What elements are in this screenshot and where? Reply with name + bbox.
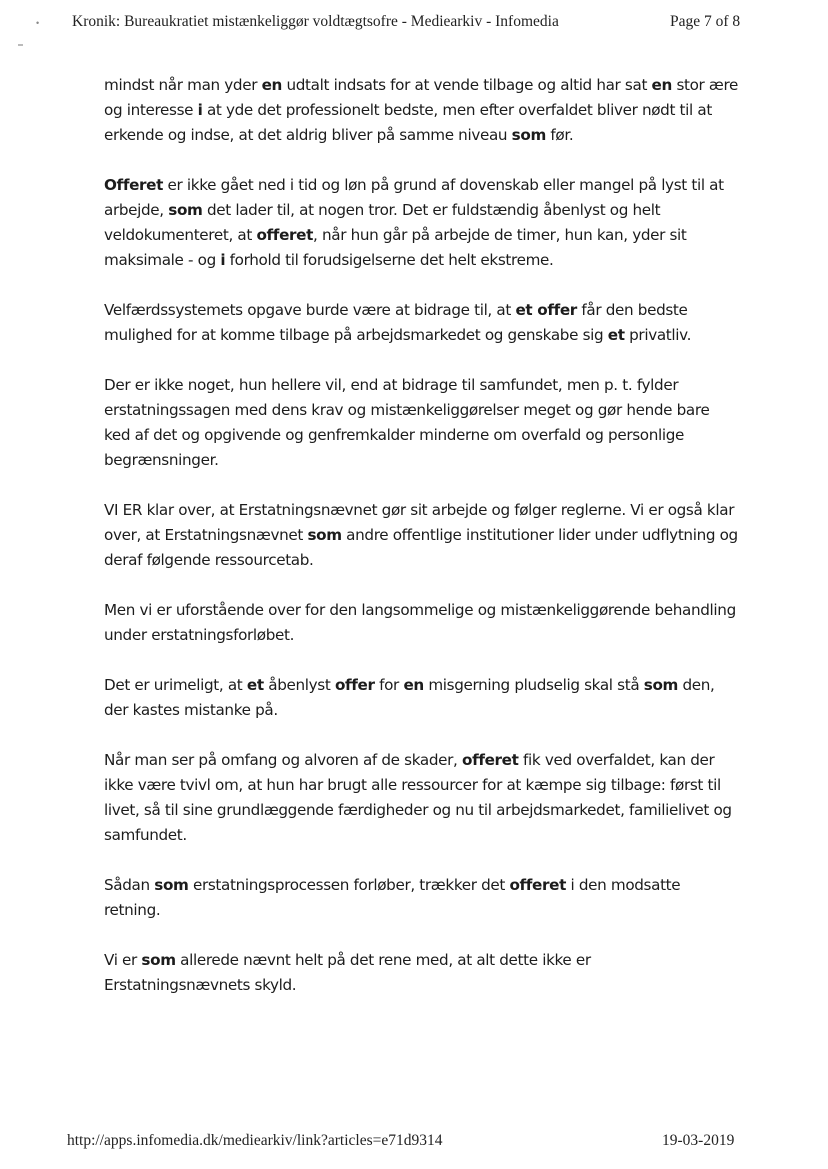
bold-keyword: som	[168, 201, 203, 219]
text-segment: er ikke gået ned i tid og løn på grund af dovenskab eller mangel på lyst til at arbejde,	[104, 176, 724, 219]
text-segment: erstatningsprocessen forløber, trækker det	[188, 876, 510, 894]
text-segment: privatliv.	[624, 326, 692, 344]
text-segment: Der er ikke noget, hun hellere vil, end at bidrage til samfundet, men p. t. fylder erstatningssagen med dens krav og mistænkeliggørelser meget og gør hende bare ked af det og opgivende og genfremkalder minderne om overfald og personlige begrænsninger.	[104, 376, 710, 469]
paragraph	[104, 373, 740, 473]
bold-keyword: i	[220, 251, 226, 269]
document-title: Kronik: Bureaukratiet mistænkeliggør voldtægtsofre - Mediearkiv - Infomedia	[72, 13, 559, 30]
text-segment: Men vi er uforstående over for den langsommelige og mistænkeliggørende behandling under erstatningsforløbet.	[104, 601, 736, 644]
bold-keyword: offeret	[509, 876, 567, 894]
bold-keyword: som	[511, 126, 546, 144]
bold-keyword: offeret	[461, 751, 519, 769]
source-url: http://apps.infomedia.dk/mediearkiv/link?articles=e71d9314	[67, 1132, 443, 1149]
text-segment: , når hun går på arbejde de timer, hun kan, yder sit maksimale - og	[104, 226, 687, 269]
text-segment: allerede nævnt helt på det rene med, at alt dette ikke er Erstatningsnævnets skyld.	[104, 951, 591, 994]
text-segment: andre offentlige institutioner lider under udflytning og deraf følgende ressourcetab.	[104, 526, 738, 569]
paragraph	[104, 673, 740, 723]
bullet-mark: •	[36, 18, 40, 28]
paragraph	[104, 948, 740, 998]
bold-keyword: offeret	[256, 226, 314, 244]
text-segment: stor ære og interesse	[104, 76, 739, 119]
bold-keyword: en	[261, 76, 283, 94]
text-segment: Sådan	[104, 876, 155, 894]
text-segment: for	[374, 676, 404, 694]
text-segment: at yde det professionelt bedste, men efter overfaldet bliver nødt til at erkende og indse, at det aldrig bliver på samme niveau	[104, 101, 712, 144]
bold-keyword: som	[154, 876, 189, 894]
bold-keyword: et	[246, 676, 264, 694]
text-segment: det lader til, at nogen tror. Det er fuldstændig åbenlyst og helt veldokumenteret, at	[104, 201, 661, 244]
text-segment: den, der kastes mistanke på.	[104, 676, 715, 719]
text-segment: forhold til forudsigelserne det helt ekstreme.	[225, 251, 554, 269]
text-segment: mindst når man yder	[104, 76, 262, 94]
text-segment: Det er urimeligt, at	[104, 676, 247, 694]
article-body	[104, 73, 740, 1023]
bold-keyword: et	[607, 326, 625, 344]
bold-keyword: som	[307, 526, 342, 544]
text-segment: før.	[545, 126, 574, 144]
text-segment: fik ved overfaldet, kan der ikke være tvivl om, at hun har brugt alle ressourcer for at kæmpe sig tilbage: først til livet, så til sine grundlæggende færdigheder og nu til arbejdsmarkedet, familielivet og samfundet.	[104, 751, 732, 844]
bold-keyword: som	[141, 951, 176, 969]
paragraph	[104, 598, 740, 648]
text-segment: åbenlyst	[263, 676, 335, 694]
text-segment: udtalt indsats for at vende tilbage og altid har sat	[282, 76, 652, 94]
bold-keyword: en	[651, 76, 672, 94]
text-segment: VI ER klar over, at Erstatningsnævnet gør sit arbejde og følger reglerne. Vi er også klar over, at Erstatningsnævnet	[104, 501, 735, 544]
bold-keyword: offer	[334, 676, 375, 694]
bold-keyword: som	[643, 676, 679, 694]
page-number: Page 7 of 8	[670, 13, 741, 30]
text-segment: Velfærdssystemets opgave burde være at bidrage til, at	[104, 301, 516, 319]
bold-keyword: en	[403, 676, 424, 694]
page-header	[0, 10, 828, 38]
text-segment: Når man ser på omfang og alvoren af de skader,	[104, 751, 462, 769]
paragraph	[104, 298, 740, 348]
paragraph	[104, 498, 740, 573]
bold-keyword: i	[197, 101, 203, 119]
bold-keyword: Offeret	[104, 176, 164, 194]
page-footer	[0, 1132, 828, 1156]
paragraph	[104, 748, 740, 848]
paragraph	[104, 173, 740, 273]
text-segment: i den modsatte retning.	[104, 876, 681, 919]
paragraph	[104, 73, 740, 148]
text-segment: Vi er	[104, 951, 142, 969]
text-segment: får den bedste mulighed for at komme tilbage på arbejdsmarkedet og genskabe sig	[104, 301, 688, 344]
text-segment: misgerning pludselig skal stå	[423, 676, 644, 694]
scan-artifact	[18, 44, 23, 46]
print-date: 19-03-2019	[662, 1132, 735, 1149]
bold-keyword: et offer	[515, 301, 577, 319]
paragraph	[104, 873, 740, 923]
